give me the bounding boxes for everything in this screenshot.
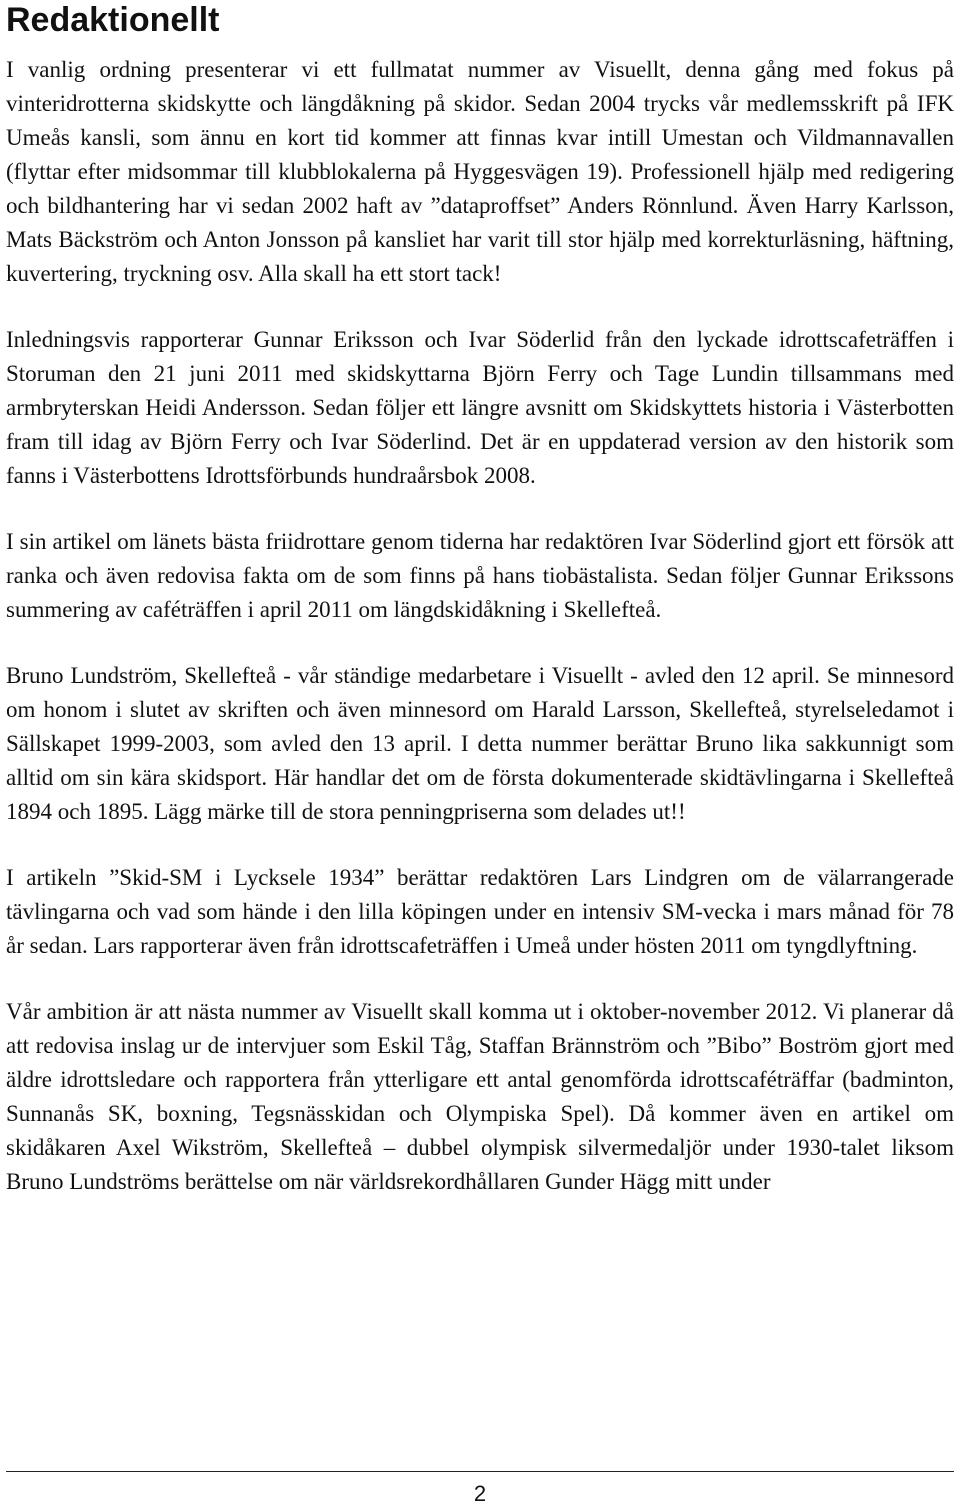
article-body <box>6 53 954 1231</box>
paragraph-friidrott: I sin artikel om länets bästa friidrottare genom tiderna har redaktören Ivar Söderlind gjort ett försök att ranka och även redovisa fakta om de som finns på hans tiobästalista. Sedan följer Gunnar Erikssons summering av caféträffen i april 2011 om längdskidåkning i Skellefteå. <box>6 529 954 622</box>
paragraph-intro: I vanlig ordning presenterar vi ett fullmatat nummer av Visuellt, denna gång med fokus på vinteridrotterna skidskytte och längdåkning på skidor. Sedan 2004 trycks vår medlemsskrift på IFK Umeås kansli, som ännu en kort tid kommer att finnas kvar intill Umestan och Vildmannavallen (flyttar efter midsommar till klubblokalerna på Hyggesvägen 19). Professionell hjälp med redigering och bildhantering har vi sedan 2002 haft av ”dataproffset” Anders Rönnlund. Även Harry Karlsson, Mats Bäckström och Anton Jonsson på kansliet har varit till stor hjälp med korrekturläsning, häftning, kuvertering, tryckning osv. Alla skall ha ett stort tack! <box>6 57 954 286</box>
paragraph-skidskytte: Inledningsvis rapporterar Gunnar Eriksson och Ivar Söderlid från den lyckade idrottscafeträffen i Storuman den 21 juni 2011 med skidskyttarna Björn Ferry och Tage Lundin tillsammans med armbryterskan Heidi Andersson. Sedan följer ett längre avsnitt om Skidskyttets historia i Västerbotten fram till idag av Björn Ferry och Ivar Söderlind. Det är en uppdaterad version av den historik som fanns i Västerbottens Idrottsförbunds hundraårsbok 2008. <box>6 327 954 488</box>
page-title: Redaktionellt <box>6 1 220 39</box>
page-number: 2 <box>473 1481 487 1506</box>
paragraph-bruno-lundstrom: Bruno Lundström, Skellefteå - vår ständige medarbetare i Visuellt - avled den 12 april. Se minnesord om honom i slutet av skriften och även minnesord om Harald Larsson, Skellefteå, styrelseledamot i Sällskapet 1999-2003, som avled den 13 april. I detta nummer berättar Bruno lika sakkunnigt som alltid om sin kära skidsport. Här handlar det om de första dokumenterade skidtävlingarna i Skellefteå 1894 och 1895. Lägg märke till de stora penningpriserna som delades ut!! <box>6 663 954 824</box>
footer-divider <box>6 1471 954 1472</box>
paragraph-skid-sm: I artikeln ”Skid-SM i Lycksele 1934” berättar redaktören Lars Lindgren om de välarrangerade tävlingarna och vad som hände i den lilla köpingen under en intensiv SM-vecka i mars månad för 78 år sedan. Lars rapporterar även från idrottscafeträffen i Umeå under hösten 2011 om tyngdlyftning. <box>6 865 954 958</box>
paragraph-next-issue: Vår ambition är att nästa nummer av Visuellt skall komma ut i oktober-november 2012. Vi planerar då att redovisa inslag ur de intervjuer som Eskil Tåg, Staffan Brännström och ”Bibo” Boström gjort med äldre idrottsledare och rapportera från ytterligare ett antal genomförda idrottscaféträffar (badminton, Sunnanås SK, boxning, Tegsnässkidan och Olympiska Spel). Då kommer även en artikel om skidåkaren Axel Wikström, Skellefteå – dubbel olympisk silvermedaljör under 1930-talet liksom Bruno Lundströms berättelse om när världsrekordhållaren Gunder Hägg mitt under <box>6 999 954 1194</box>
